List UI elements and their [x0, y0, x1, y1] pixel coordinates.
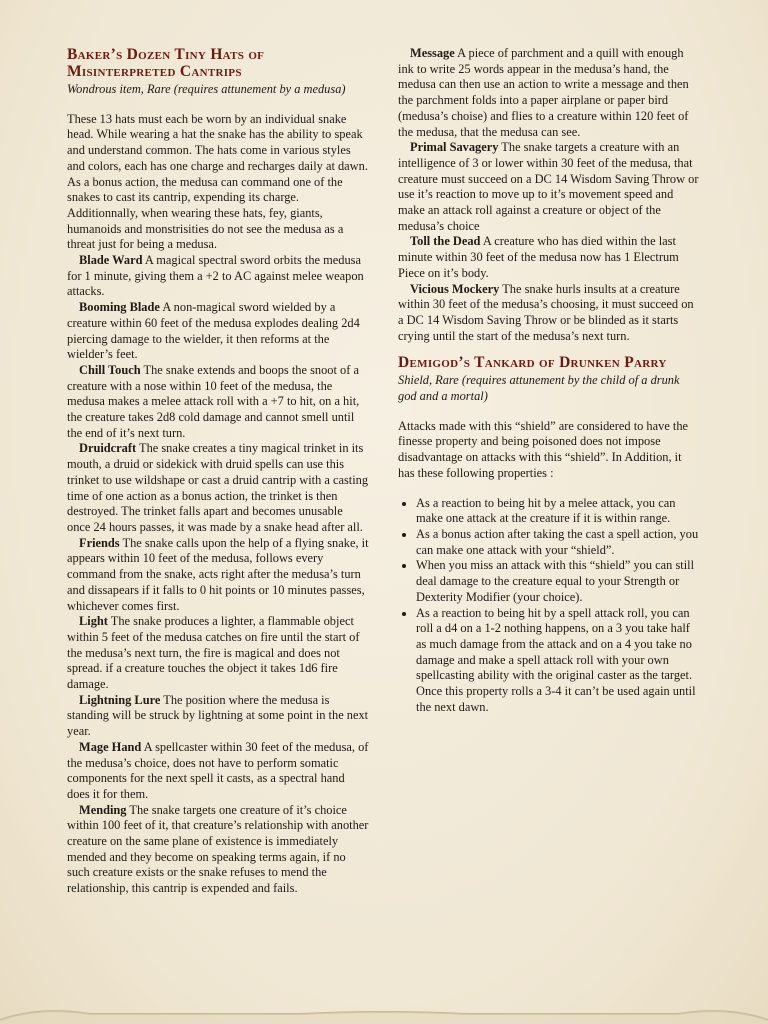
cantrip-name: Toll the Dead: [410, 234, 481, 249]
cantrip-entry: [67, 300, 369, 363]
cantrip-text: The snake hurls insults at a creature within 30 feet of the medusa’s choosing, it must succeed on a DC 14 Wisdom Saving Throw or be blinded as it starts crying until the start of the medusa’s next turn.: [398, 281, 694, 343]
cantrip-entry: [67, 441, 369, 535]
cantrip-entry: [67, 614, 369, 693]
cantrip-text: A magical spectral sword orbits the medusa for 1 minute, giving them a +2 to AC against melee weapon attacks.: [67, 253, 364, 299]
footer-ornament: [0, 984, 768, 1024]
cantrip-text: A piece of parchment and a quill with enough ink to write 25 words appear in the medusa’s hand, the medusa can then use an action to write a message and then the parchment folds into a paper airplane or paper bird (medusa’s choise) and flies to a creature within 120 feet of the medusa, that the medusa can see.: [398, 46, 689, 139]
cantrip-entry: [398, 282, 700, 345]
cantrip-name: Mage Hand: [79, 739, 142, 754]
cantrip-name: Chill Touch: [79, 362, 141, 377]
cantrip-text: The snake creates a tiny magical trinket in its mouth, a druid or sidekick with druid spells can use this trinket to use wildshape or cast a druid cantrip with a casting time of one action as a bonus action, the trinket is then destroyed. The trinket falls apart and becomes unusable once 24 hours passes, it was made by a snake head after all.: [67, 441, 369, 534]
cantrip-entry: [398, 234, 700, 281]
cantrip-entry: [67, 536, 369, 615]
cantrip-entry: [67, 363, 369, 442]
cantrip-text: The snake targets a creature with an intelligence of 3 or lower within 30 feet of the medusa, that creature must succeed on a DC 14 Wisdom Saving Throw or use it’s reaction to move up to it’s movement speed and make an attack roll against a creature or object of the medusa’s choice: [398, 140, 699, 233]
cantrip-text: A creature who has died within the last minute within 30 feet of the medusa now has 1 Electrum Piece on it’s body.: [398, 234, 679, 280]
cantrip-name: Vicious Mockery: [410, 281, 500, 296]
cantrip-name: Friends: [79, 535, 120, 550]
cantrip-list-left: [67, 253, 369, 897]
cantrip-entry: [67, 693, 369, 740]
cantrip-name: Message: [410, 46, 455, 60]
cantrip-text: The snake targets one creature of it’s choice within 100 feet of it, that creature’s relationship with another creature on the same plane of existence is immediately mended and they become on speaking terms again, if no such creature exists or the snake refuses to mend the relationship, this cantrip is expended and fails.: [67, 802, 369, 896]
cantrip-entry: [398, 46, 700, 140]
cantrip-name: Blade Ward: [79, 253, 143, 268]
hats-meta: Wondrous item, Rare (requires attunement by a medusa): [67, 82, 346, 96]
cantrip-entry: [67, 803, 369, 897]
tankard-property-list: [398, 496, 700, 716]
cantrip-entry: [67, 740, 369, 803]
cantrip-text: The snake extends and boops the snoot of a creature with a nose within 10 feet of the medusa, the medusa makes a melee attack roll with a +7 to hit, on a hit, the creature takes 2d8 cold damage and cannot smell until the end of it’s next turn.: [67, 362, 360, 440]
cantrip-name: Booming Blade: [79, 300, 160, 315]
right-column: [398, 46, 700, 715]
cantrip-name: Light: [79, 614, 108, 629]
cantrip-text: A spellcaster within 30 feet of the medusa, of the medusa’s choice, does not have to perform somatic components for the next spell it casts, as a spectral hand does it for them.: [67, 739, 369, 801]
cantrip-name: Primal Savagery: [410, 140, 499, 155]
tankard-title: Demigod’s Tankard of Drunken Parry: [398, 354, 667, 372]
cantrip-name: Lightning Lure: [79, 692, 161, 707]
cantrip-text: The position where the medusa is standing will be struck by lightning at some point in the next year.: [67, 692, 369, 739]
cantrip-text: A non-magical sword wielded by a creature within 60 feet of the medusa explodes dealing 2d4 piercing damage to the wielder, it then reforms at the wielder’s feet.: [67, 300, 360, 362]
cantrip-entry: [398, 140, 700, 234]
cantrip-name: Mending: [79, 802, 127, 817]
cantrip-list-right: [398, 46, 700, 344]
cantrip-entry: [67, 253, 369, 300]
tankard-intro: Attacks made with this “shield” are considered to have the finesse property and being poisoned does not impose disadvantage on attacks with this “shield”. In Addition, it has these following properties :: [398, 418, 689, 480]
tankard-property: • As a reaction to being hit by a melee attack, you can make one attack at the creature if it is within range.: [416, 496, 700, 527]
hats-title: Baker’s Dozen Tiny Hats of Misinterpreted Cantrips: [67, 46, 265, 80]
tankard-property: • As a reaction to being hit by a spell attack roll, you can roll a d4 on a 1-2 nothing happens, on a 3 you take half as much damage from the attack and on a 4 you take no damage and make a spell attack roll with your own spellcasting ability with the original caster as the target. Once this property rolls a 3-4 it can’t be used again until the next dawn.: [416, 606, 700, 716]
cantrip-text: The snake produces a lighter, a flammable object within 5 feet of the medusa catches on fire until the start of the medusa’s next turn, the fire is magical and does not spread. if a creature touches the object it takes 1d6 fire damage.: [67, 614, 360, 692]
tankard-meta: Shield, Rare (requires attunement by the child of a drunk god and a mortal): [398, 373, 680, 404]
cantrip-text: The snake calls upon the help of a flying snake, it appears within 10 feet of the medusa, follows every command from the snake, acts right after the medusa’s turn and dissapears if it falls to 0 hit points or 10 minutes passes, whichever comes first.: [67, 535, 369, 613]
tankard-property: • When you miss an attack with this “shield” you can still deal damage to the creature equal to your Strength or Dexterity Modifier (your choice).: [416, 558, 700, 605]
hats-intro: These 13 hats must each be worn by an individual snake head. While wearing a hat the snake has the ability to speak and understand common. The hats come in various styles and colors, each has one charge and recharges daily at dawn. As a bonus action, the medusa can command one of the snakes to cast its cantrip, expending its charge. Additionnally, when wearing these hats, fey, giants, humanoids and monstrisities do not see the medusa as a threat just for being a medusa.: [67, 111, 368, 252]
left-column: [67, 46, 369, 897]
tankard-property: • As a bonus action after taking the cast a spell action, you can make one attack with your “shield”.: [416, 527, 700, 558]
cantrip-name: Druidcraft: [79, 441, 137, 456]
